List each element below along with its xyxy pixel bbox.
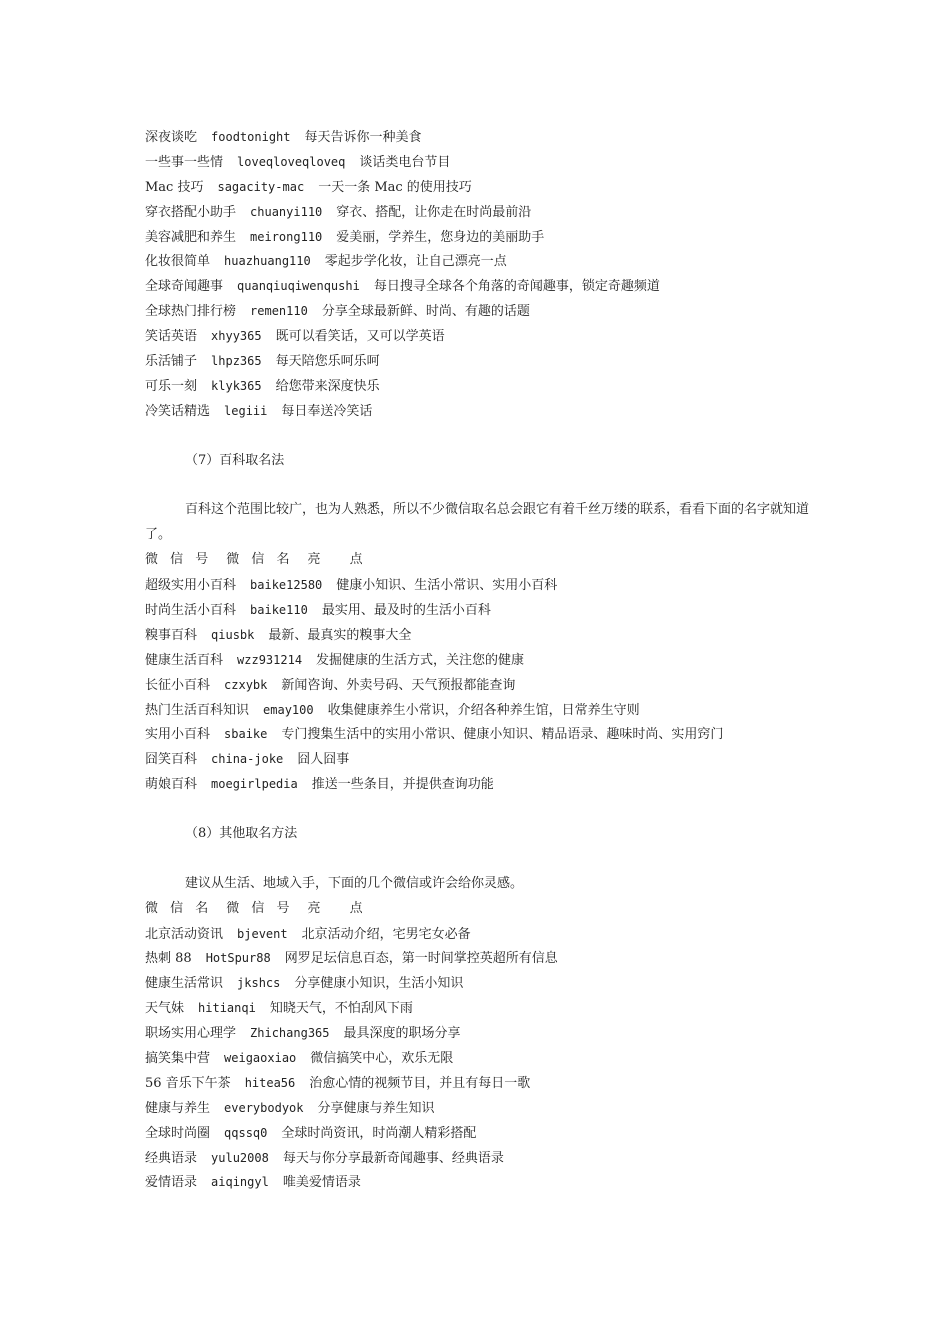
account-id: huazhuang110 <box>224 254 311 269</box>
account-id: foodtonight <box>211 130 291 144</box>
account-desc: 发掘健康的生活方式，关注您的健康 <box>316 652 525 668</box>
account-name: 爱情语录 <box>145 1175 198 1191</box>
account-desc: 最实用、最及时的生活小百科 <box>321 602 491 618</box>
account-desc: 网罗足坛信息百态，第一时间掌控英超所有信息 <box>284 951 558 967</box>
account-name: 搞笑集中营 <box>145 1051 211 1066</box>
account-id: legiii <box>224 403 268 418</box>
account-name: 可乐一刻 <box>145 378 198 394</box>
list-item <box>145 1121 825 1146</box>
document-page <box>145 125 825 1195</box>
account-desc: 收集健康养生小常识，介绍各种养生馆，日常养生守则 <box>327 702 640 718</box>
list-item <box>145 324 825 349</box>
account-name: 56 音乐下午茶 <box>145 1075 231 1091</box>
account-desc: 健康小知识、生活小常识、实用小百科 <box>336 578 558 594</box>
account-desc: 谈话类电台节目 <box>359 154 451 170</box>
section-7-table-header <box>145 548 825 573</box>
account-name: 热门生活百科知识 <box>145 702 250 718</box>
account-desc: 每天与你分享最新奇闻趣事、经典语录 <box>282 1150 504 1166</box>
account-id: jkshcs <box>237 976 281 991</box>
account-desc: 囧人囧事 <box>297 752 350 768</box>
account-desc: 北京活动介绍，宅男宅女必备 <box>301 926 471 942</box>
account-id: moegirlpedia <box>211 777 298 792</box>
account-id: xhyy365 <box>211 329 262 344</box>
list-item <box>145 996 825 1021</box>
account-desc: 最具深度的职场分享 <box>343 1026 461 1042</box>
account-desc: 分享全球最新鲜、时尚、有趣的话题 <box>321 304 530 320</box>
account-id: sagacity-mac <box>217 179 305 194</box>
list-item <box>145 125 825 150</box>
account-desc: 每天告诉你一种美食 <box>304 130 422 145</box>
account-name: 糗事百科 <box>145 627 198 643</box>
section-8-heading: （8）其他取名方法 <box>185 825 298 841</box>
account-name: 超级实用小百科 <box>145 578 237 594</box>
list-item <box>145 971 825 996</box>
account-desc: 新闻咨询、外卖号码、天气预报都能查询 <box>281 677 516 693</box>
account-name: 时尚生活小百科 <box>145 602 237 618</box>
list-item <box>145 648 825 673</box>
list-item <box>145 249 825 274</box>
account-name: 萌娘百科 <box>145 777 198 793</box>
account-id: weigaoxiao <box>224 1051 297 1065</box>
account-id: Zhichang365 <box>250 1026 330 1041</box>
list-item <box>145 946 825 971</box>
account-id: HotSpur88 <box>205 951 271 966</box>
account-id: loveqloveqloveq <box>237 154 346 169</box>
list-item <box>145 1021 825 1046</box>
account-id: bjevent <box>237 926 288 941</box>
column-header: 微 信 名 <box>145 900 213 916</box>
account-name: 健康生活百科 <box>145 652 224 668</box>
account-list-1 <box>145 125 825 424</box>
account-desc: 分享健康小知识，生活小知识 <box>294 976 464 992</box>
account-desc: 最新、最真实的糗事大全 <box>268 627 412 643</box>
account-desc: 分享健康与养生知识 <box>317 1100 435 1116</box>
list-item <box>145 1146 825 1171</box>
account-name: 冷笑话精选 <box>145 403 211 419</box>
list-item <box>145 573 825 598</box>
account-id: baike110 <box>250 602 308 617</box>
account-desc: 每日搜寻全球各个角落的奇闻趣事，锁定奇趣频道 <box>373 279 660 295</box>
account-desc: 每天陪您乐呵乐呵 <box>275 354 380 370</box>
account-desc: 知晓天气，不怕刮风下雨 <box>269 1001 413 1017</box>
account-name: 全球奇闻趣事 <box>145 279 224 295</box>
section-8-table-header <box>145 897 825 922</box>
section-7-intro: 百科这个范围比较广，也为人熟悉，所以不少微信取名总会跟它有着千丝万缕的联系，看看下面的名字就知道了。 <box>145 502 810 543</box>
account-name: 长征小百科 <box>145 677 211 693</box>
account-id: chuanyi110 <box>250 204 323 219</box>
column-header: 微 信 号 <box>145 552 213 568</box>
account-desc: 一天一条 Mac 的使用技巧 <box>318 179 472 195</box>
account-id: everybodyok <box>224 1100 304 1115</box>
account-name: 美容减肥和养生 <box>145 229 237 245</box>
account-name: 笑话英语 <box>145 329 198 345</box>
account-desc: 全球时尚资讯，时尚潮人精彩搭配 <box>281 1125 477 1141</box>
list-item <box>145 349 825 374</box>
list-item <box>145 673 825 698</box>
list-item <box>145 1096 825 1121</box>
section-7-heading: （7）百科取名法 <box>185 452 285 468</box>
list-item <box>145 299 825 324</box>
account-id: hitianqi <box>198 1001 256 1016</box>
account-name: 实用小百科 <box>145 727 211 743</box>
account-id: klyk365 <box>211 378 262 393</box>
account-name: Mac 技巧 <box>145 179 204 195</box>
section-8-list <box>145 922 825 1196</box>
account-id: sbaike <box>224 727 268 742</box>
account-name: 健康生活常识 <box>145 976 224 992</box>
list-item <box>145 1046 825 1071</box>
list-item <box>145 598 825 623</box>
account-id: remen110 <box>250 304 308 319</box>
account-desc: 唯美爱情语录 <box>282 1175 361 1191</box>
account-id: lhpz365 <box>211 354 262 369</box>
account-desc: 零起步学化妆，让自己漂亮一点 <box>324 254 507 270</box>
account-id: czxybk <box>224 677 268 692</box>
account-id: yulu2008 <box>211 1150 269 1165</box>
column-header: 亮 点 <box>307 552 367 568</box>
account-id: china-joke <box>211 752 284 767</box>
account-id: emay100 <box>263 702 314 717</box>
column-header: 微 信 号 <box>226 900 294 916</box>
list-item <box>145 374 825 399</box>
list-item <box>145 1170 825 1195</box>
list-item <box>145 722 825 747</box>
account-id: hitea56 <box>244 1075 296 1090</box>
account-desc: 每日奉送冷笑话 <box>281 403 373 419</box>
section-7-list <box>145 573 825 797</box>
account-name: 乐活铺子 <box>145 354 198 370</box>
account-name: 天气妹 <box>145 1001 185 1017</box>
account-id: qqssq0 <box>224 1125 268 1140</box>
account-id: quanqiuqiwenqushi <box>237 279 360 294</box>
account-name: 一些事一些情 <box>145 154 224 170</box>
column-header: 微 信 名 <box>226 552 294 568</box>
list-item <box>145 922 825 947</box>
account-name: 囧笑百科 <box>145 752 198 768</box>
account-name: 全球热门排行榜 <box>145 304 237 320</box>
account-name: 北京活动资讯 <box>145 926 224 942</box>
list-item <box>145 274 825 299</box>
list-item <box>145 225 825 250</box>
list-item <box>145 175 825 200</box>
account-id: baike12580 <box>250 578 323 593</box>
list-item <box>145 772 825 797</box>
account-desc: 微信搞笑中心，欢乐无限 <box>310 1051 454 1066</box>
account-desc: 给您带来深度快乐 <box>275 378 380 394</box>
list-item <box>145 747 825 772</box>
list-item <box>145 698 825 723</box>
account-id: qiusbk <box>211 627 255 642</box>
account-id: meirong110 <box>250 229 323 244</box>
list-item <box>145 150 825 175</box>
list-item <box>145 399 825 424</box>
list-item <box>145 623 825 648</box>
account-name: 健康与养生 <box>145 1100 211 1116</box>
account-desc: 既可以看笑话，又可以学英语 <box>275 329 445 345</box>
account-desc: 推送一些条目，并提供查询功能 <box>311 777 494 793</box>
account-name: 经典语录 <box>145 1150 198 1166</box>
account-name: 全球时尚圈 <box>145 1125 211 1141</box>
account-desc: 爱美丽，学养生，您身边的美丽助手 <box>336 229 545 245</box>
account-name: 穿衣搭配小助手 <box>145 204 237 220</box>
account-name: 化妆很简单 <box>145 254 211 270</box>
account-desc: 治愈心情的视频节目，并且有每日一歌 <box>309 1075 531 1091</box>
account-name: 深夜谈吃 <box>145 130 198 145</box>
account-desc: 专门搜集生活中的实用小常识、健康小知识、精品语录、趣味时尚、实用窍门 <box>281 727 724 743</box>
account-name: 职场实用心理学 <box>145 1026 237 1042</box>
account-desc: 穿衣、搭配，让你走在时尚最前沿 <box>336 204 532 220</box>
account-id: wzz931214 <box>237 652 303 667</box>
column-header: 亮 点 <box>307 900 367 916</box>
account-id: aiqingyl <box>211 1175 269 1190</box>
account-name: 热刺 88 <box>145 951 192 967</box>
list-item <box>145 200 825 225</box>
section-8-intro: 建议从生活、地域入手，下面的几个微信或许会给你灵感。 <box>185 875 524 891</box>
list-item <box>145 1071 825 1096</box>
